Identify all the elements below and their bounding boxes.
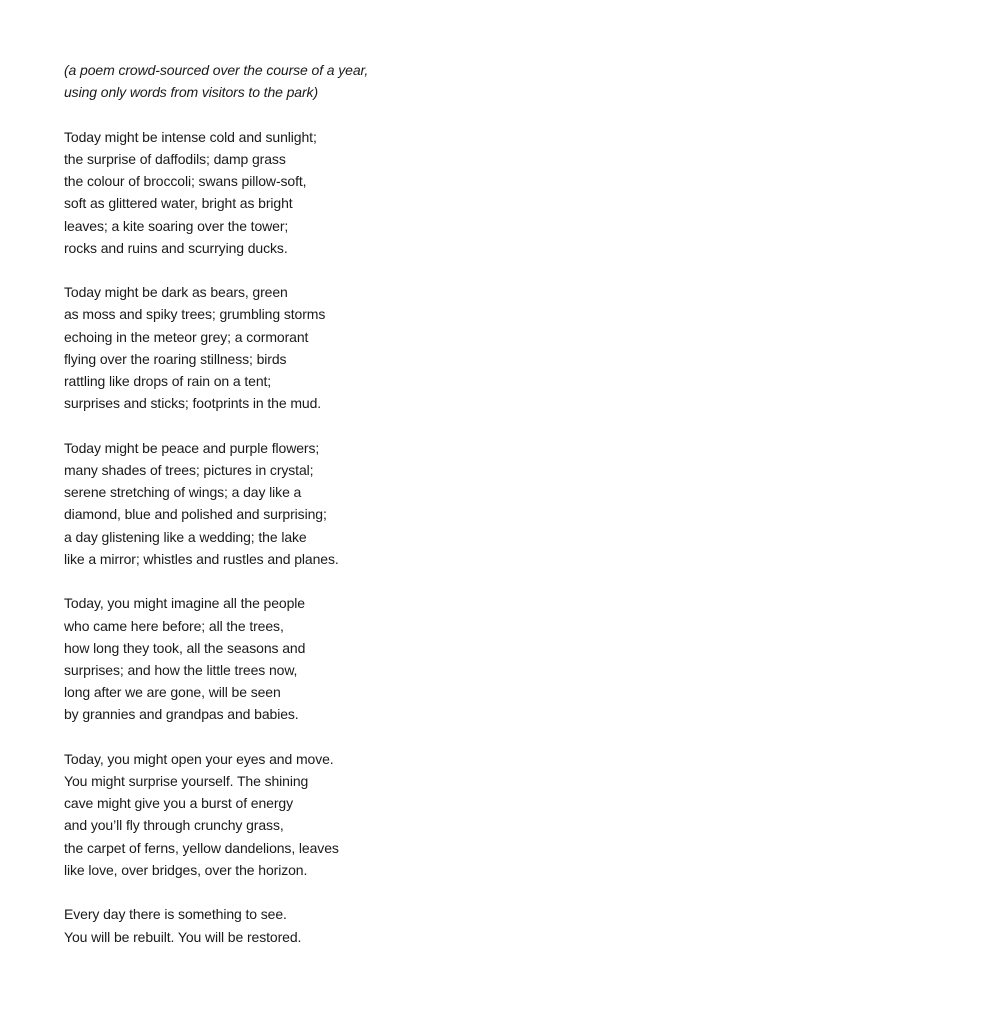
poem-line: long after we are gone, will be seen	[64, 684, 281, 701]
poem-line: the colour of broccoli; swans pillow-soft,	[64, 173, 307, 190]
poem-line: leaves; a kite soaring over the tower;	[64, 217, 289, 234]
poem-line: the surprise of daffodils; damp grass	[64, 150, 286, 167]
poem-intro	[64, 59, 484, 103]
poem-line: echoing in the meteor grey; a cormorant	[64, 328, 309, 345]
poem-line: how long they took, all the seasons and	[64, 639, 306, 656]
poem-line: You might surprise yourself. The shining	[64, 773, 309, 790]
stanza-5	[64, 748, 484, 881]
poem-line: soft as glittered water, bright as bright	[64, 195, 293, 212]
intro-line: using only words from visitors to the park)	[64, 84, 319, 101]
poem-line: by grannies and grandpas and babies.	[64, 706, 299, 723]
poem-line: Today might be intense cold and sunlight;	[64, 128, 317, 145]
stanza-1	[64, 126, 484, 259]
poem-line: Today might be dark as bears, green	[64, 284, 288, 301]
poem-line: Every day there is something to see.	[64, 906, 287, 923]
poem-line: surprises; and how the little trees now,	[64, 661, 298, 678]
poem-line: and you’ll fly through crunchy grass,	[64, 817, 284, 834]
poem-line: Today might be peace and purple flowers;	[64, 439, 320, 456]
stanza-2	[64, 281, 484, 414]
poem-line: many shades of trees; pictures in crystal;	[64, 461, 314, 478]
poem-line: as moss and spiky trees; grumbling storms	[64, 306, 326, 323]
poem-line: Today, you might open your eyes and move.	[64, 750, 334, 767]
poem-line: You will be rebuilt. You will be restored.	[64, 928, 302, 945]
poem-line: the carpet of ferns, yellow dandelions, leaves	[64, 839, 339, 856]
poem-line: serene stretching of wings; a day like a	[64, 484, 302, 501]
poem-line: a day glistening like a wedding; the lake	[64, 528, 307, 545]
poem-line: diamond, blue and polished and surprising;	[64, 506, 327, 523]
poem-line: surprises and sticks; footprints in the mud.	[64, 395, 322, 412]
poem-line: rocks and ruins and scurrying ducks.	[64, 239, 288, 256]
stanza-4	[64, 592, 484, 725]
poem-line: flying over the roaring stillness; birds	[64, 350, 287, 367]
intro-line: (a poem crowd-sourced over the course of a year,	[64, 62, 369, 78]
poem-line: like love, over bridges, over the horizon.	[64, 861, 308, 878]
poem-line: cave might give you a burst of energy	[64, 795, 293, 812]
stanza-6	[64, 903, 484, 947]
poem-line: like a mirror; whistles and rustles and planes.	[64, 550, 339, 567]
poem-line: Today, you might imagine all the people	[64, 595, 305, 612]
stanza-3	[64, 437, 484, 570]
poem	[64, 59, 484, 948]
poem-line: rattling like drops of rain on a tent;	[64, 373, 272, 390]
poem-line: who came here before; all the trees,	[64, 617, 284, 634]
